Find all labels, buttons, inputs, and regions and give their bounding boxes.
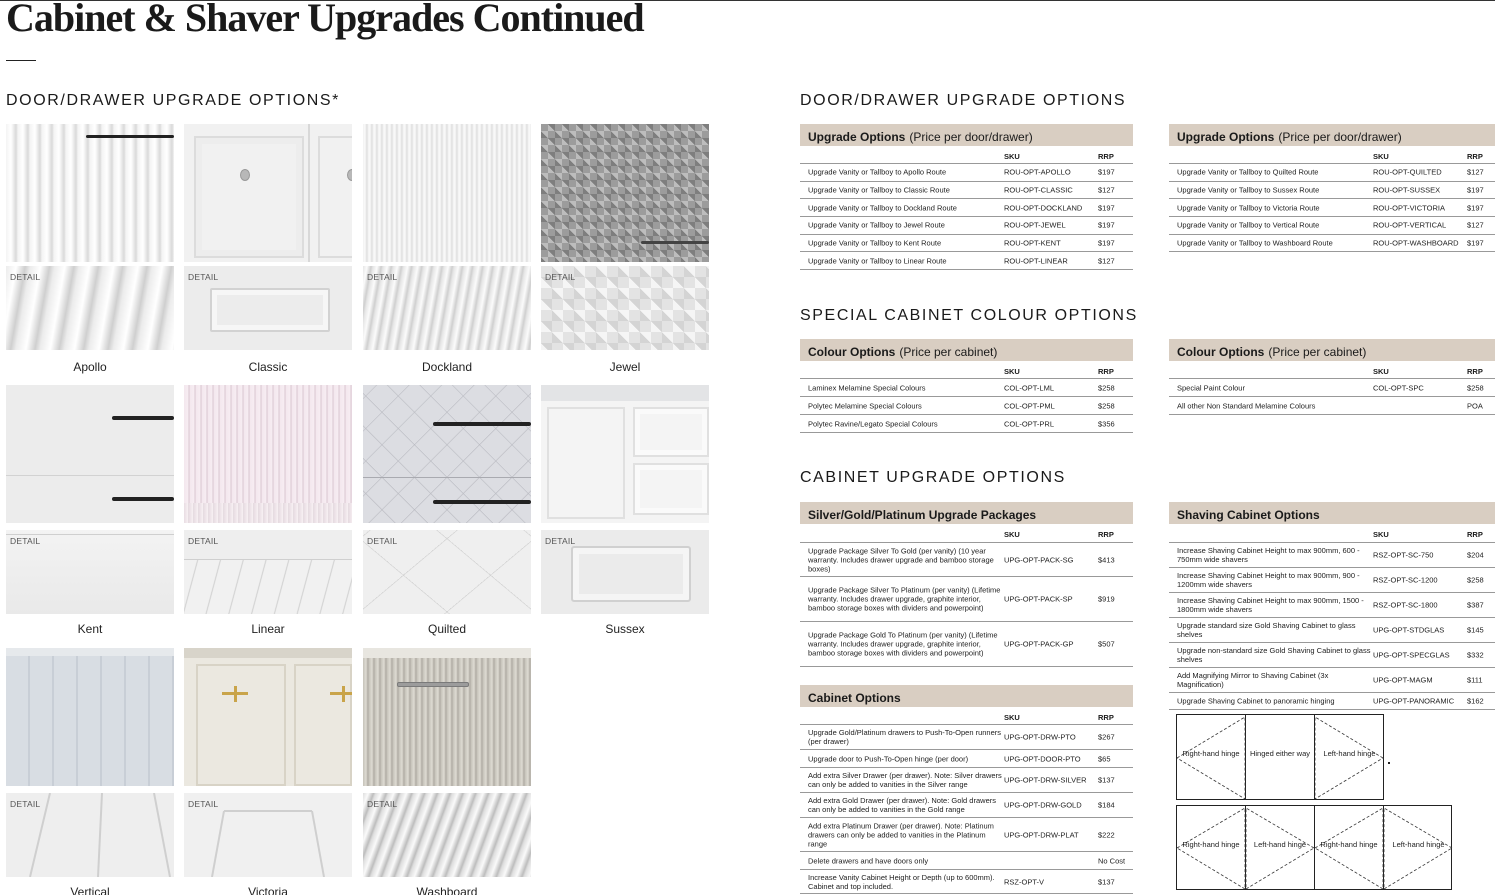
table-column-header <box>1169 361 1495 379</box>
swatch-vertical <box>6 648 174 895</box>
table-row <box>800 543 1133 577</box>
row-desc: Upgrade Vanity or Tallboy to Quilted Route <box>1177 167 1319 177</box>
drawer-handle <box>86 135 174 138</box>
row-rrp: $184 <box>1098 800 1115 810</box>
detail-label: DETAIL <box>188 799 219 809</box>
swatch-detail <box>541 266 709 350</box>
row-desc: Increase Shaving Cabinet Height to max 900mm, 1500 - 1800mm wide shavers <box>1177 596 1364 614</box>
hinge-cell <box>1315 715 1384 799</box>
row-desc: Upgrade Vanity or Tallboy to Washboard Route <box>1177 238 1333 248</box>
table-row <box>1169 693 1495 710</box>
swatch-detail <box>363 266 531 350</box>
swatch-photo <box>363 648 531 786</box>
detail-label: DETAIL <box>188 272 219 282</box>
row-rrp: $65 <box>1098 754 1111 763</box>
row-sku: COL-OPT-SPC <box>1373 383 1424 392</box>
row-sku: COL-OPT-PRL <box>1004 419 1055 428</box>
row-rrp: $222 <box>1098 830 1115 839</box>
row-desc: Add extra Silver Drawer (per drawer). Note: Silver drawers can only be added to vanities in the Silver range <box>808 771 1002 789</box>
table-title-sub: (Price per door/drawer) <box>1278 130 1402 144</box>
row-sku: ROU-OPT-VICTORIA <box>1373 203 1445 213</box>
swatch-name: Sussex <box>605 622 645 636</box>
row-sku: UPG-OPT-DRW-PTO <box>1004 732 1076 742</box>
table-title <box>800 685 1133 707</box>
table-row <box>1169 568 1495 593</box>
swatch-photo <box>184 124 352 262</box>
hinge-label: Left-hand hinge <box>1323 749 1376 758</box>
row-desc: Add Magnifying Mirror to Shaving Cabinet (3x Magnification) <box>1177 671 1329 689</box>
table-row <box>800 164 1133 182</box>
row-desc: Upgrade standard size Gold Shaving Cabinet to glass shelves <box>1177 621 1356 639</box>
table-row <box>800 622 1133 667</box>
table-row <box>1169 593 1495 618</box>
drawer-handle <box>433 500 531 504</box>
table-row <box>800 577 1133 622</box>
door-knob <box>240 169 250 181</box>
swatch-dockland <box>363 124 531 379</box>
swatch-washboard <box>363 648 531 895</box>
table-title <box>800 502 1133 524</box>
hinge-cell <box>1177 715 1246 799</box>
hinge-cell <box>1246 806 1315 889</box>
swatch-photo <box>363 124 531 262</box>
swatch-photo <box>363 385 531 523</box>
row-sku: ROU-OPT-DOCKLAND <box>1004 203 1083 213</box>
swatch-name: Dockland <box>421 360 473 374</box>
row-sku: ROU-OPT-LINEAR <box>1004 256 1068 266</box>
col-rrp: RRP <box>1467 530 1483 539</box>
table-column-header <box>800 707 1133 725</box>
hinge-cell <box>1384 806 1453 889</box>
detail-label: DETAIL <box>10 799 41 809</box>
row-desc: Upgrade Gold/Platinum drawers to Push-To-Open runners (per drawer) <box>808 728 1002 746</box>
table-row <box>1169 182 1495 200</box>
row-sku: UPG-OPT-DOOR-PTO <box>1004 754 1081 763</box>
swatch-photo <box>184 648 352 786</box>
row-rrp: $356 <box>1098 419 1115 428</box>
row-sku: UPG-OPT-PACK-SG <box>1004 555 1074 564</box>
table-row <box>800 379 1133 397</box>
door-options-heading: DOOR/DRAWER UPGRADE OPTIONS <box>800 92 1127 109</box>
swatch-photo <box>541 385 709 523</box>
row-sku: ROU-OPT-QUILTED <box>1373 167 1442 177</box>
table-row <box>800 397 1133 415</box>
row-sku: UPG-OPT-PACK-SP <box>1004 594 1073 604</box>
colour-options-heading: SPECIAL CABINET COLOUR OPTIONS <box>800 307 1138 324</box>
col-rrp: RRP <box>1467 152 1483 161</box>
col-sku: SKU <box>1373 152 1389 161</box>
table-row <box>800 750 1133 768</box>
swatch-name: Washboard <box>416 885 478 895</box>
hinge-cell <box>1246 715 1315 799</box>
swatch-detail <box>6 793 174 877</box>
row-rrp: POA <box>1467 401 1483 410</box>
swatch-linear <box>184 385 352 640</box>
detail-label: DETAIL <box>367 799 398 809</box>
detail-label: DETAIL <box>10 536 41 546</box>
row-desc: Add extra Platinum Drawer (per drawer). Note: Platinum drawers can only be added to vanities in the Platinum range <box>808 821 994 848</box>
row-desc: Increase Vanity Cabinet Height or Depth (up to 600mm). Cabinet and top included. <box>808 872 995 891</box>
row-rrp: $197 <box>1467 185 1484 195</box>
row-desc: Upgrade Vanity or Tallboy to Classic Route <box>808 185 950 195</box>
row-sku: COL-OPT-PML <box>1004 401 1055 410</box>
table-title-main: Silver/Gold/Platinum Upgrade Packages <box>808 508 1037 522</box>
table-row <box>800 199 1133 217</box>
table-column-header <box>1169 146 1495 164</box>
row-sku: UPG-OPT-DRW-SILVER <box>1004 775 1087 785</box>
col-rrp: RRP <box>1467 367 1483 376</box>
cabinet-upgrades-heading: CABINET UPGRADE OPTIONS <box>800 469 1066 486</box>
row-desc: Upgrade non-standard size Gold Shaving Cabinet to glass shelves <box>1177 646 1371 664</box>
hinge-label: Left-hand hinge <box>1392 840 1445 849</box>
table-row <box>800 235 1133 253</box>
detail-label: DETAIL <box>367 272 398 282</box>
hinge-diagram-three-door <box>1176 714 1384 800</box>
row-sku: UPG-OPT-DRW-PLAT <box>1004 830 1079 839</box>
row-rrp: $387 <box>1467 600 1484 610</box>
table-title-sub: (Price per door/drawer) <box>909 130 1033 144</box>
row-desc: Laminex Melamine Special Colours <box>808 383 926 392</box>
table-row <box>800 852 1133 870</box>
table-row <box>800 415 1133 433</box>
drawer-handle <box>641 241 709 244</box>
swatch-photo <box>6 648 174 786</box>
swatch-name: Jewel <box>609 360 641 374</box>
swatch-detail <box>6 530 174 614</box>
row-sku: RSZ-OPT-SC-750 <box>1373 550 1434 560</box>
swatch-name: Quilted <box>427 622 467 636</box>
row-desc: Upgrade Vanity or Tallboy to Sussex Route <box>1177 185 1320 195</box>
swatch-name: Linear <box>251 622 285 636</box>
packages-table <box>800 502 1133 667</box>
table-row <box>800 217 1133 235</box>
row-sku: RSZ-OPT-V <box>1004 877 1045 886</box>
table-title-main: Upgrade Options <box>1177 130 1275 144</box>
table-row <box>800 252 1133 270</box>
row-desc: Polytec Ravine/Legato Special Colours <box>808 419 938 428</box>
swatch-classic <box>184 124 352 379</box>
row-rrp: $204 <box>1467 550 1484 560</box>
table-row <box>800 725 1133 750</box>
drawer-handle <box>112 497 174 501</box>
table-title <box>800 124 1133 146</box>
col-rrp: RRP <box>1098 713 1114 722</box>
row-desc: Upgrade Vanity or Tallboy to Kent Route <box>808 238 942 248</box>
row-sku: ROU-OPT-VERTICAL <box>1373 220 1447 230</box>
row-desc: Upgrade Package Gold To Platinum (per vanity) (Lifetime warranty. Includes drawer upgrade, graphite interior, bamboo storage boxes with dividers and powerpoint) <box>808 630 998 658</box>
row-rrp: $507 <box>1098 639 1115 649</box>
row-desc: Upgrade Shaving Cabinet to panoramic hinging <box>1177 696 1335 706</box>
detail-label: DETAIL <box>545 272 576 282</box>
col-sku: SKU <box>1004 530 1020 539</box>
drawer-handle <box>433 422 531 426</box>
diagram-dot <box>1388 762 1390 764</box>
table-row <box>800 870 1133 894</box>
swatch-name: Victoria <box>248 885 288 895</box>
row-sku: RSZ-OPT-SC-1800 <box>1373 600 1438 610</box>
table-title-main: Shaving Cabinet Options <box>1177 508 1320 522</box>
row-sku: UPG-OPT-STDGLAS <box>1373 625 1445 635</box>
row-rrp: $258 <box>1098 383 1115 392</box>
row-sku: ROU-OPT-JEWEL <box>1004 220 1066 230</box>
row-desc: All other Non Standard Melamine Colours <box>1177 401 1316 410</box>
table-title-sub: (Price per cabinet) <box>1268 345 1367 359</box>
row-desc: Increase Shaving Cabinet Height to max 900mm, 600 - 750mm wide shavers <box>1177 546 1360 564</box>
row-rrp: $267 <box>1098 732 1115 742</box>
swatch-detail <box>184 266 352 350</box>
table-row <box>800 182 1133 200</box>
swatch-name: Apollo <box>73 360 107 374</box>
row-sku: ROU-OPT-KENT <box>1004 238 1061 248</box>
row-desc: Polytec Melamine Special Colours <box>808 401 922 410</box>
row-sku: UPG-OPT-PANORAMIC <box>1373 696 1455 706</box>
table-title-sub: (Price per cabinet) <box>899 345 998 359</box>
row-rrp: $197 <box>1098 203 1115 213</box>
title-underline <box>6 60 36 61</box>
hinge-label: Right-hand hinge <box>1182 840 1240 849</box>
door-knob <box>347 169 352 181</box>
colour-options-table-right <box>1169 339 1495 415</box>
row-sku: UPG-OPT-PACK-GP <box>1004 639 1074 649</box>
col-sku: SKU <box>1004 713 1020 722</box>
row-rrp: No Cost <box>1098 856 1126 865</box>
hinge-label: Hinged either way <box>1249 749 1311 758</box>
row-rrp: $332 <box>1467 650 1484 660</box>
row-sku: ROU-OPT-WASHBOARD <box>1373 238 1459 248</box>
col-sku: SKU <box>1373 530 1389 539</box>
row-rrp: $127 <box>1467 167 1484 177</box>
drawer-handle <box>397 682 469 687</box>
row-sku: ROU-OPT-APOLLO <box>1004 167 1071 177</box>
detail-label: DETAIL <box>545 536 576 546</box>
table-row <box>800 793 1133 818</box>
col-sku: SKU <box>1373 367 1389 376</box>
swatch-photo <box>6 385 174 523</box>
row-rrp: $127 <box>1098 256 1115 266</box>
table-row <box>1169 668 1495 693</box>
upgrade-options-table-right <box>1169 124 1495 252</box>
row-rrp: $197 <box>1467 203 1484 213</box>
swatch-photo <box>6 124 174 262</box>
row-rrp: $137 <box>1098 877 1115 886</box>
row-rrp: $127 <box>1467 220 1484 230</box>
swatch-name: Vertical <box>70 885 110 895</box>
swatch-sussex <box>541 385 709 640</box>
table-title <box>1169 502 1495 524</box>
swatch-detail <box>184 530 352 614</box>
table-row <box>1169 379 1495 397</box>
row-desc: Upgrade Vanity or Tallboy to Vertical Route <box>1177 220 1320 230</box>
table-row <box>1169 543 1495 568</box>
drawer-handle <box>112 416 174 420</box>
hinge-label: Right-hand hinge <box>1320 840 1378 849</box>
row-rrp: $197 <box>1098 238 1115 248</box>
swatch-detail <box>363 530 531 614</box>
row-sku: UPG-OPT-DRW-GOLD <box>1004 800 1082 810</box>
row-desc: Upgrade Vanity or Tallboy to Apollo Route <box>808 167 947 177</box>
swatch-quilted <box>363 385 531 640</box>
colour-options-table-left <box>800 339 1133 433</box>
row-rrp: $127 <box>1098 185 1115 195</box>
table-row <box>1169 643 1495 668</box>
row-rrp: $145 <box>1467 625 1484 635</box>
row-desc: Upgrade door to Push-To-Open hinge (per door) <box>808 754 969 763</box>
table-title-main: Cabinet Options <box>808 691 901 705</box>
table-row <box>1169 397 1495 415</box>
row-sku: ROU-OPT-SUSSEX <box>1373 185 1441 195</box>
swatch-detail <box>184 793 352 877</box>
row-rrp: $197 <box>1098 167 1115 177</box>
table-column-header <box>800 146 1133 164</box>
table-row <box>1169 199 1495 217</box>
swatch-name: Classic <box>248 360 288 374</box>
col-rrp: RRP <box>1098 367 1114 376</box>
table-column-header <box>1169 524 1495 543</box>
hinge-label: Right-hand hinge <box>1182 749 1240 758</box>
row-rrp: $111 <box>1467 675 1483 685</box>
swatch-victoria <box>184 648 352 895</box>
row-rrp: $197 <box>1467 238 1484 248</box>
row-rrp: $162 <box>1467 696 1484 706</box>
swatch-section-heading: DOOR/DRAWER UPGRADE OPTIONS* <box>6 92 341 109</box>
row-rrp: $413 <box>1098 555 1115 564</box>
swatch-kent <box>6 385 174 640</box>
hinge-cell <box>1177 806 1246 889</box>
row-desc: Upgrade Vanity or Tallboy to Victoria Route <box>1177 203 1320 213</box>
detail-label: DETAIL <box>188 536 219 546</box>
row-desc: Delete drawers and have doors only <box>808 856 929 865</box>
hinge-label: Left-hand hinge <box>1253 840 1307 849</box>
row-desc: Add extra Gold Drawer (per drawer). Note: Gold drawers can only be added to vanities in the Gold range <box>808 796 996 814</box>
col-rrp: RRP <box>1098 530 1114 539</box>
hinge-cell <box>1315 806 1384 889</box>
row-sku: COL-OPT-LML <box>1004 383 1055 392</box>
row-rrp: $258 <box>1467 383 1484 392</box>
table-row <box>1169 235 1495 253</box>
table-row <box>1169 618 1495 643</box>
row-sku: RSZ-OPT-SC-1200 <box>1373 575 1438 585</box>
swatch-detail <box>6 266 174 350</box>
page-title: Cabinet & Shaver Upgrades Continued <box>6 0 644 40</box>
row-sku: ROU-OPT-CLASSIC <box>1004 185 1073 195</box>
table-row <box>1169 164 1495 182</box>
col-rrp: RRP <box>1098 152 1114 161</box>
detail-label: DETAIL <box>367 536 398 546</box>
table-title <box>800 339 1133 361</box>
swatch-apollo <box>6 124 174 379</box>
row-desc: Special Paint Colour <box>1177 383 1245 392</box>
table-row <box>800 768 1133 793</box>
table-title-main: Colour Options <box>808 345 896 359</box>
table-title <box>1169 339 1495 361</box>
table-row <box>800 818 1133 852</box>
table-title-main: Upgrade Options <box>808 130 906 144</box>
table-title-main: Colour Options <box>1177 345 1265 359</box>
row-sku: UPG-OPT-SPECGLAS <box>1373 650 1450 660</box>
detail-label: DETAIL <box>10 272 41 282</box>
row-desc: Upgrade Vanity or Tallboy to Dockland Route <box>808 203 957 213</box>
upgrade-options-table-left <box>800 124 1133 270</box>
row-desc: Upgrade Vanity or Tallboy to Jewel Route <box>808 220 945 230</box>
row-desc: Upgrade Package Silver To Gold (per vanity) (10 year warranty. Includes drawer upgrade and bamboo storage boxes) <box>808 546 994 573</box>
swatch-jewel <box>541 124 709 379</box>
swatch-photo <box>541 124 709 262</box>
cabinet-options-table <box>800 685 1133 894</box>
shaving-cabinet-table <box>1169 502 1495 710</box>
swatch-detail <box>363 793 531 877</box>
table-title <box>1169 124 1495 146</box>
col-sku: SKU <box>1004 367 1020 376</box>
row-desc: Upgrade Package Silver To Platinum (per vanity) (Lifetime warranty. Includes drawer upgrade, graphite interior, bamboo storage boxes with dividers and powerpoint) <box>808 585 1001 613</box>
row-rrp: $258 <box>1098 401 1115 410</box>
row-desc: Upgrade Vanity or Tallboy to Linear Route <box>808 256 947 266</box>
table-column-header <box>800 524 1133 543</box>
row-rrp: $137 <box>1098 775 1115 785</box>
row-sku: UPG-OPT-MAGM <box>1373 675 1433 685</box>
row-rrp: $197 <box>1098 220 1115 230</box>
col-sku: SKU <box>1004 152 1020 161</box>
swatch-detail <box>541 530 709 614</box>
row-desc: Increase Shaving Cabinet Height to max 900mm, 900 - 1200mm wide shavers <box>1177 571 1360 589</box>
swatch-name: Kent <box>77 622 103 636</box>
table-row <box>1169 217 1495 235</box>
row-rrp: $919 <box>1098 594 1115 604</box>
table-column-header <box>800 361 1133 379</box>
swatch-photo <box>184 385 352 523</box>
row-rrp: $258 <box>1467 575 1484 585</box>
hinge-diagram-four-door <box>1176 805 1452 890</box>
